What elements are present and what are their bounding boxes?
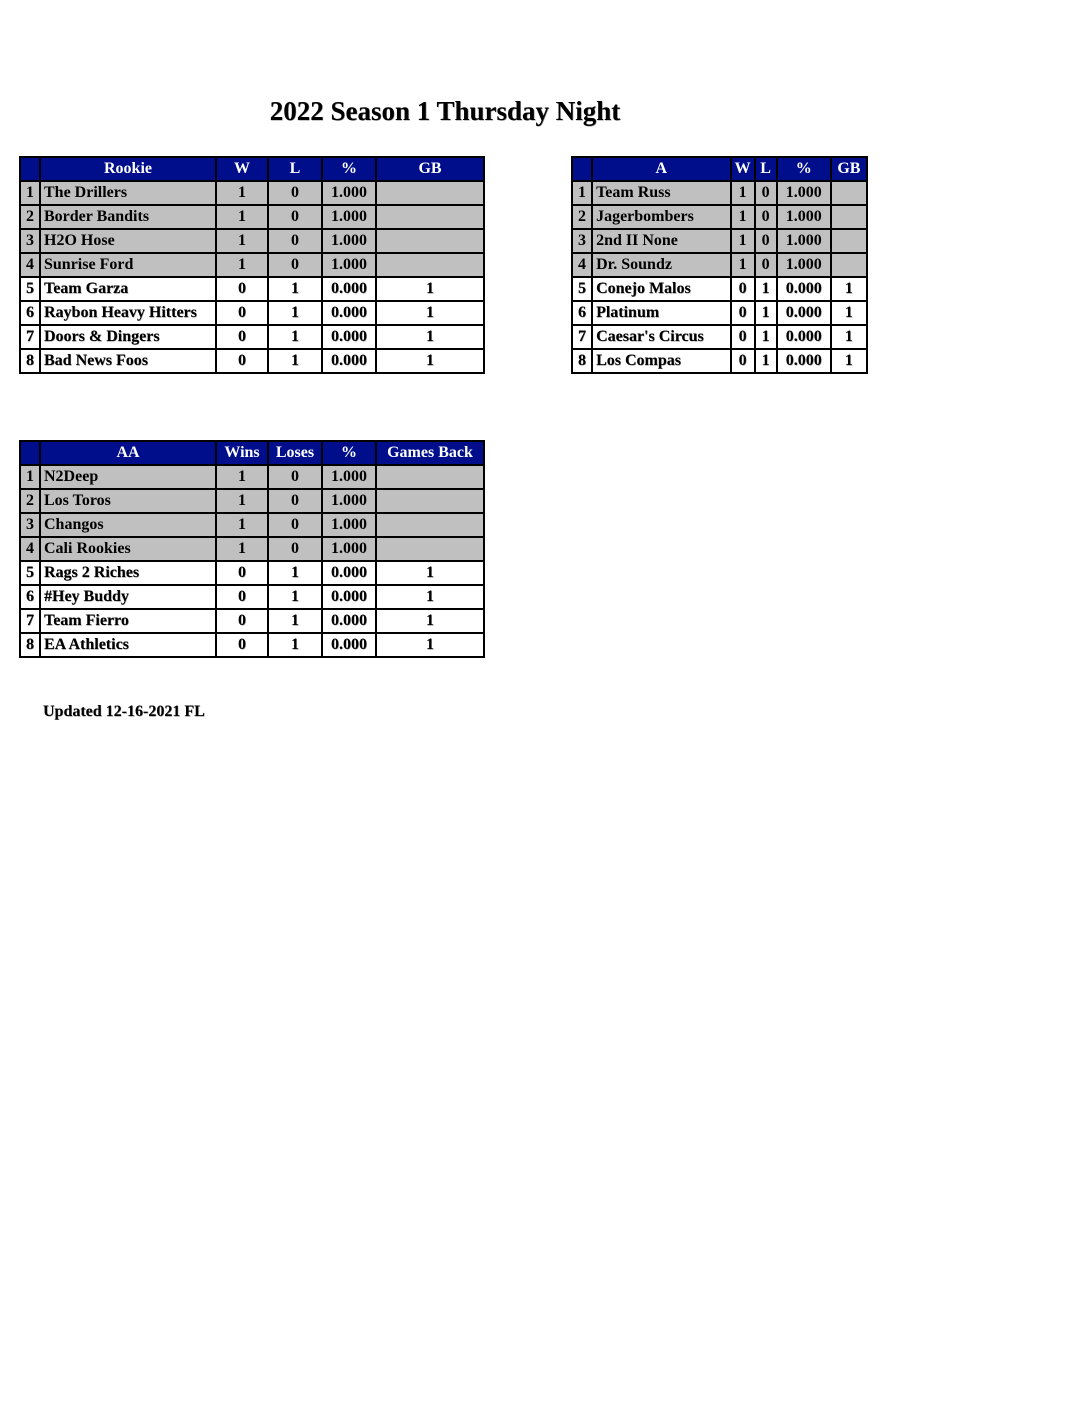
table-row — [572, 277, 867, 301]
table-row — [572, 325, 867, 349]
rank-cell: 4 — [572, 253, 592, 277]
table-row — [20, 181, 484, 205]
header-rank — [572, 157, 592, 181]
pct-cell: 1.000 — [322, 229, 376, 253]
wins-cell: 0 — [216, 277, 268, 301]
pct-cell: 0.000 — [322, 609, 376, 633]
team-name-cell: H2O Hose — [40, 229, 216, 253]
team-name-cell: Changos — [40, 513, 216, 537]
team-name-cell: Jagerbombers — [592, 205, 730, 229]
team-name-cell: Doors & Dingers — [40, 325, 216, 349]
gb-cell: 1 — [376, 609, 484, 633]
gb-cell — [376, 489, 484, 513]
gb-cell: 1 — [831, 277, 867, 301]
pct-cell: 0.000 — [322, 301, 376, 325]
rank-cell: 6 — [572, 301, 592, 325]
wins-cell: 0 — [731, 277, 755, 301]
header-gb: Games Back — [376, 441, 484, 465]
rank-cell: 6 — [20, 301, 40, 325]
table-row — [572, 229, 867, 253]
losses-cell: 0 — [755, 205, 777, 229]
gb-cell: 1 — [831, 349, 867, 373]
team-name-cell: N2Deep — [40, 465, 216, 489]
pct-cell: 1.000 — [322, 489, 376, 513]
team-name-cell: 2nd II None — [592, 229, 730, 253]
gb-cell — [376, 229, 484, 253]
losses-cell: 1 — [268, 609, 322, 633]
pct-cell: 1.000 — [322, 205, 376, 229]
header-gb: GB — [376, 157, 484, 181]
team-name-cell: Sunrise Ford — [40, 253, 216, 277]
wins-cell: 1 — [731, 229, 755, 253]
rookie-standings-table — [19, 156, 485, 374]
wins-cell: 1 — [216, 229, 268, 253]
gb-cell: 1 — [376, 633, 484, 657]
wins-cell: 0 — [216, 585, 268, 609]
table-row — [572, 349, 867, 373]
losses-cell: 1 — [268, 349, 322, 373]
team-name-cell: Raybon Heavy Hitters — [40, 301, 216, 325]
wins-cell: 1 — [731, 181, 755, 205]
wins-cell: 1 — [216, 465, 268, 489]
gb-cell: 1 — [831, 325, 867, 349]
rank-cell: 5 — [20, 561, 40, 585]
rank-cell: 3 — [20, 513, 40, 537]
table-row — [20, 633, 484, 657]
table-row — [20, 537, 484, 561]
page-title: 2022 Season 1 Thursday Night — [269, 96, 621, 126]
team-name-cell: Team Russ — [592, 181, 730, 205]
rank-cell: 2 — [572, 205, 592, 229]
losses-cell: 0 — [755, 229, 777, 253]
wins-cell: 0 — [216, 349, 268, 373]
team-name-cell: Cali Rookies — [40, 537, 216, 561]
losses-cell: 1 — [268, 301, 322, 325]
gb-cell — [376, 253, 484, 277]
pct-cell: 0.000 — [777, 301, 831, 325]
wins-cell: 0 — [216, 325, 268, 349]
rank-cell: 7 — [20, 325, 40, 349]
a-standings-table — [571, 156, 868, 374]
team-name-cell: Los Compas — [592, 349, 730, 373]
rank-cell: 3 — [20, 229, 40, 253]
team-name-cell: Dr. Soundz — [592, 253, 730, 277]
rank-cell: 5 — [20, 277, 40, 301]
losses-cell: 0 — [268, 513, 322, 537]
pct-cell: 1.000 — [777, 253, 831, 277]
table-row — [20, 561, 484, 585]
wins-cell: 0 — [731, 301, 755, 325]
team-name-cell: Platinum — [592, 301, 730, 325]
rank-cell: 8 — [20, 349, 40, 373]
pct-cell: 0.000 — [322, 325, 376, 349]
rank-cell: 7 — [572, 325, 592, 349]
table-row — [20, 205, 484, 229]
table-row — [20, 229, 484, 253]
rank-cell: 1 — [20, 181, 40, 205]
wins-cell: 1 — [731, 205, 755, 229]
wins-cell: 1 — [216, 253, 268, 277]
team-name-cell: Bad News Foos — [40, 349, 216, 373]
pct-cell: 0.000 — [322, 349, 376, 373]
wins-cell: 1 — [216, 537, 268, 561]
gb-cell — [831, 253, 867, 277]
wins-cell: 0 — [216, 633, 268, 657]
header-division: A — [592, 157, 730, 181]
pct-cell: 0.000 — [777, 325, 831, 349]
losses-cell: 1 — [268, 277, 322, 301]
rank-cell: 2 — [20, 205, 40, 229]
rank-cell: 7 — [20, 609, 40, 633]
team-name-cell: #Hey Buddy — [40, 585, 216, 609]
gb-cell — [376, 465, 484, 489]
losses-cell: 0 — [268, 253, 322, 277]
header-wins: W — [731, 157, 755, 181]
table-header-row — [572, 157, 867, 181]
wins-cell: 0 — [216, 609, 268, 633]
gb-cell: 1 — [376, 349, 484, 373]
team-name-cell: Team Garza — [40, 277, 216, 301]
header-pct: % — [322, 157, 376, 181]
pct-cell: 1.000 — [322, 537, 376, 561]
wins-cell: 1 — [216, 181, 268, 205]
wins-cell: 1 — [216, 205, 268, 229]
pct-cell: 1.000 — [777, 229, 831, 253]
team-name-cell: Los Toros — [40, 489, 216, 513]
pct-cell: 0.000 — [777, 277, 831, 301]
table-row — [20, 349, 484, 373]
header-wins: Wins — [216, 441, 268, 465]
wins-cell: 0 — [731, 325, 755, 349]
gb-cell — [831, 205, 867, 229]
team-name-cell: Border Bandits — [40, 205, 216, 229]
team-name-cell: EA Athletics — [40, 633, 216, 657]
wins-cell: 0 — [731, 349, 755, 373]
losses-cell: 0 — [268, 537, 322, 561]
losses-cell: 0 — [268, 229, 322, 253]
gb-cell — [376, 537, 484, 561]
pct-cell: 0.000 — [322, 277, 376, 301]
gb-cell: 1 — [831, 301, 867, 325]
team-name-cell: Rags 2 Riches — [40, 561, 216, 585]
wins-cell: 1 — [216, 513, 268, 537]
header-gb: GB — [831, 157, 867, 181]
pct-cell: 1.000 — [322, 253, 376, 277]
rank-cell: 6 — [20, 585, 40, 609]
gb-cell — [376, 205, 484, 229]
pct-cell: 1.000 — [777, 205, 831, 229]
table-row — [20, 253, 484, 277]
rank-cell: 8 — [20, 633, 40, 657]
losses-cell: 1 — [755, 325, 777, 349]
header-losses: Loses — [268, 441, 322, 465]
gb-cell: 1 — [376, 561, 484, 585]
losses-cell: 1 — [755, 349, 777, 373]
table-header-row — [20, 441, 484, 465]
team-name-cell: Caesar's Circus — [592, 325, 730, 349]
table-row — [20, 489, 484, 513]
pct-cell: 1.000 — [322, 513, 376, 537]
gb-cell — [831, 229, 867, 253]
team-name-cell: Conejo Malos — [592, 277, 730, 301]
table-row — [572, 181, 867, 205]
pct-cell: 1.000 — [777, 181, 831, 205]
gb-cell — [376, 181, 484, 205]
pct-cell: 0.000 — [322, 585, 376, 609]
rank-cell: 2 — [20, 489, 40, 513]
losses-cell: 1 — [755, 301, 777, 325]
wins-cell: 0 — [216, 561, 268, 585]
losses-cell: 1 — [268, 633, 322, 657]
table-row — [20, 465, 484, 489]
table-row — [20, 277, 484, 301]
gb-cell — [376, 513, 484, 537]
header-division: AA — [40, 441, 216, 465]
pct-cell: 0.000 — [322, 561, 376, 585]
rank-cell: 1 — [572, 181, 592, 205]
losses-cell: 0 — [755, 181, 777, 205]
table-row — [20, 325, 484, 349]
rank-cell: 1 — [20, 465, 40, 489]
table-header-row — [20, 157, 484, 181]
gb-cell — [831, 181, 867, 205]
wins-cell: 1 — [731, 253, 755, 277]
rank-cell: 5 — [572, 277, 592, 301]
aa-standings-table — [19, 440, 485, 658]
losses-cell: 1 — [755, 277, 777, 301]
losses-cell: 1 — [268, 561, 322, 585]
table-row — [572, 205, 867, 229]
losses-cell: 0 — [268, 181, 322, 205]
table-row — [20, 585, 484, 609]
header-losses: L — [268, 157, 322, 181]
losses-cell: 0 — [268, 205, 322, 229]
gb-cell: 1 — [376, 325, 484, 349]
rank-cell: 3 — [572, 229, 592, 253]
rank-cell: 8 — [572, 349, 592, 373]
pct-cell: 0.000 — [322, 633, 376, 657]
pct-cell: 0.000 — [777, 349, 831, 373]
rank-cell: 4 — [20, 537, 40, 561]
table-row — [572, 253, 867, 277]
gb-cell: 1 — [376, 277, 484, 301]
table-row — [20, 609, 484, 633]
pct-cell: 1.000 — [322, 181, 376, 205]
header-pct: % — [777, 157, 831, 181]
wins-cell: 1 — [216, 489, 268, 513]
rank-cell: 4 — [20, 253, 40, 277]
wins-cell: 0 — [216, 301, 268, 325]
updated-note: Updated 12-16-2021 FL — [43, 703, 205, 720]
team-name-cell: Team Fierro — [40, 609, 216, 633]
losses-cell: 0 — [268, 465, 322, 489]
losses-cell: 0 — [268, 489, 322, 513]
header-losses: L — [755, 157, 777, 181]
header-rank — [20, 441, 40, 465]
table-row — [20, 301, 484, 325]
gb-cell: 1 — [376, 585, 484, 609]
header-rank — [20, 157, 40, 181]
losses-cell: 1 — [268, 325, 322, 349]
pct-cell: 1.000 — [322, 465, 376, 489]
header-division: Rookie — [40, 157, 216, 181]
table-row — [20, 513, 484, 537]
gb-cell: 1 — [376, 301, 484, 325]
losses-cell: 0 — [755, 253, 777, 277]
header-wins: W — [216, 157, 268, 181]
losses-cell: 1 — [268, 585, 322, 609]
team-name-cell: The Drillers — [40, 181, 216, 205]
header-pct: % — [322, 441, 376, 465]
table-row — [572, 301, 867, 325]
